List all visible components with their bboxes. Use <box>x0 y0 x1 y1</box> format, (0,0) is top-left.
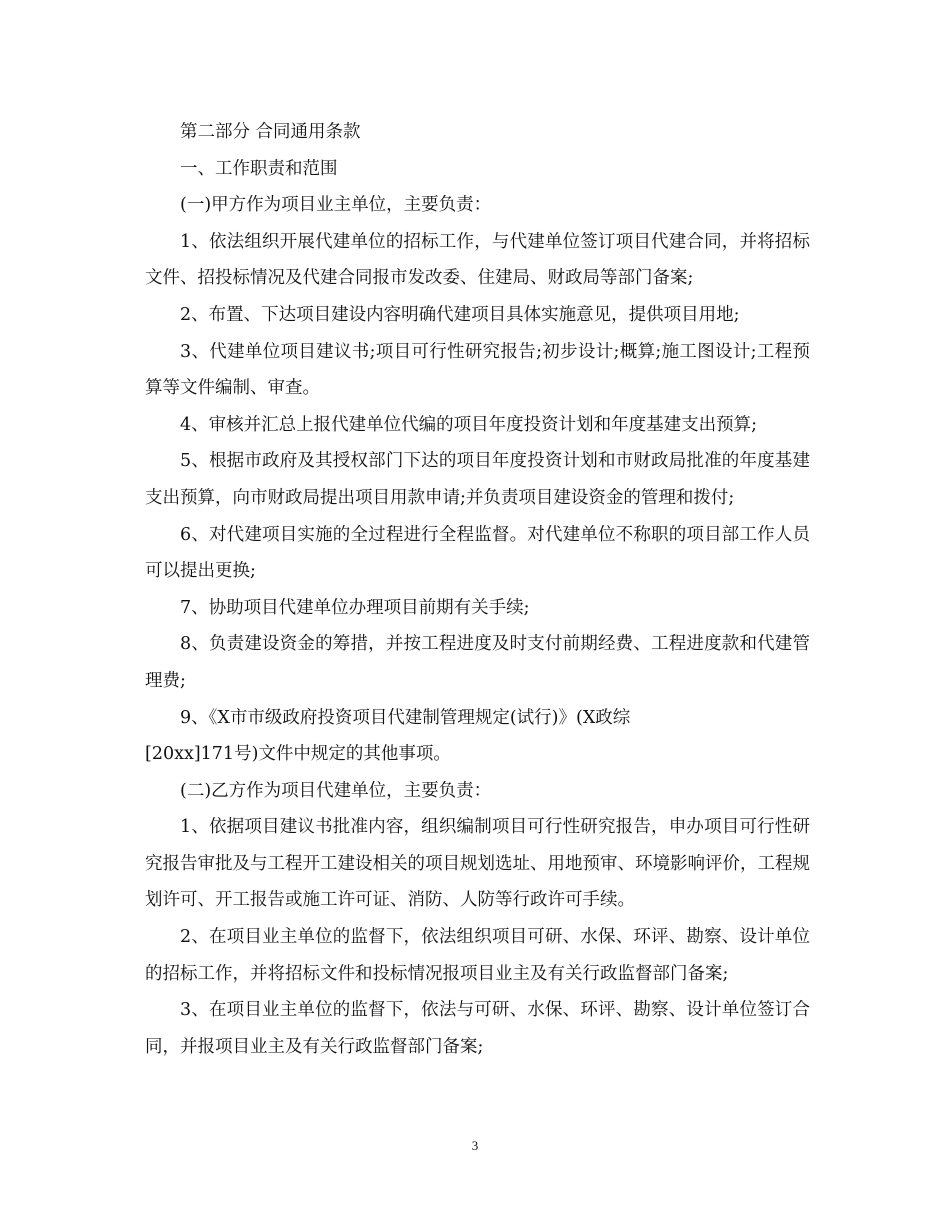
party-a-clause-3: 3、代建单位项目建议书;项目可行性研究报告;初步设计;概算;施工图设计;工程预算等文件编制、审查。 <box>145 341 810 399</box>
part-heading: 第二部分 合同通用条款 <box>180 122 361 142</box>
document-body <box>145 114 810 1065</box>
party-a-clause-7: 7、协助项目代建单位办理项目前期有关手续; <box>180 597 530 618</box>
party-a-clause-9: 9、《X市市级政府投资项目代建制管理规定(试行)》(X政综 <box>180 707 631 728</box>
section-heading: 一、工作职责和范围 <box>180 158 338 179</box>
party-a-clause-8: 8、负责建设资金的筹措，并按工程进度及时支付前期经费、工程进度款和代建管理费; <box>145 634 810 691</box>
party-a-clause-6: 6、对代建项目实施的全过程进行全程监督。对代建单位不称职的项目部工作人员可以提出更换; <box>145 524 810 582</box>
party-a-clause-5: 5、根据市政府及其授权部门下达的项目年度投资计划和市财政局批准的年度基建支出预算，向市财政局提出项目用款申请;并负责项目建设资金的管理和拨付; <box>145 451 810 508</box>
party-b-clause-1: 1、依据项目建议书批准内容，组织编制项目可行性研究报告，申办项目可行性研究报告审批及与工程开工建设相关的项目规划选址、用地预审、环境影响评价，工程规划许可、开工报告或施工许可证、消防、人防等行政许可手续。 <box>145 817 810 911</box>
party-a-clause-4: 4、审核并汇总上报代建单位代编的项目年度投资计划和年度基建支出预算; <box>180 414 758 435</box>
party-a-clause-1: 1、依法组织开展代建单位的招标工作，与代建单位签订项目代建合同，并将招标文件、招投标情况及代建合同报市发改委、住建局、财政局等部门备案; <box>145 231 810 289</box>
party-b-clause-3: 3、在项目业主单位的监督下，依法与可研、水保、环评、勘察、设计单位签订合同，并报项目业主及有关行政监督部门备案; <box>145 1000 810 1057</box>
subsection-heading-party-a: (一)甲方作为项目业主单位，主要负责： <box>180 195 492 216</box>
party-a-clause-2: 2、布置、下达项目建设内容明确代建项目具体实施意见，提供项目用地; <box>180 304 740 325</box>
party-a-clause-9-continued: [20xx]171号)文件中规定的其他事项。 <box>145 744 451 765</box>
party-b-clause-2: 2、在项目业主单位的监督下，依法组织项目可研、水保、环评、勘察、设计单位的招标工作，并将招标文件和投标情况报项目业主及有关行政监督部门备案; <box>145 927 810 984</box>
page-number: 3 <box>471 1138 479 1153</box>
subsection-heading-party-b: (二)乙方作为项目代建单位，主要负责： <box>180 780 492 801</box>
